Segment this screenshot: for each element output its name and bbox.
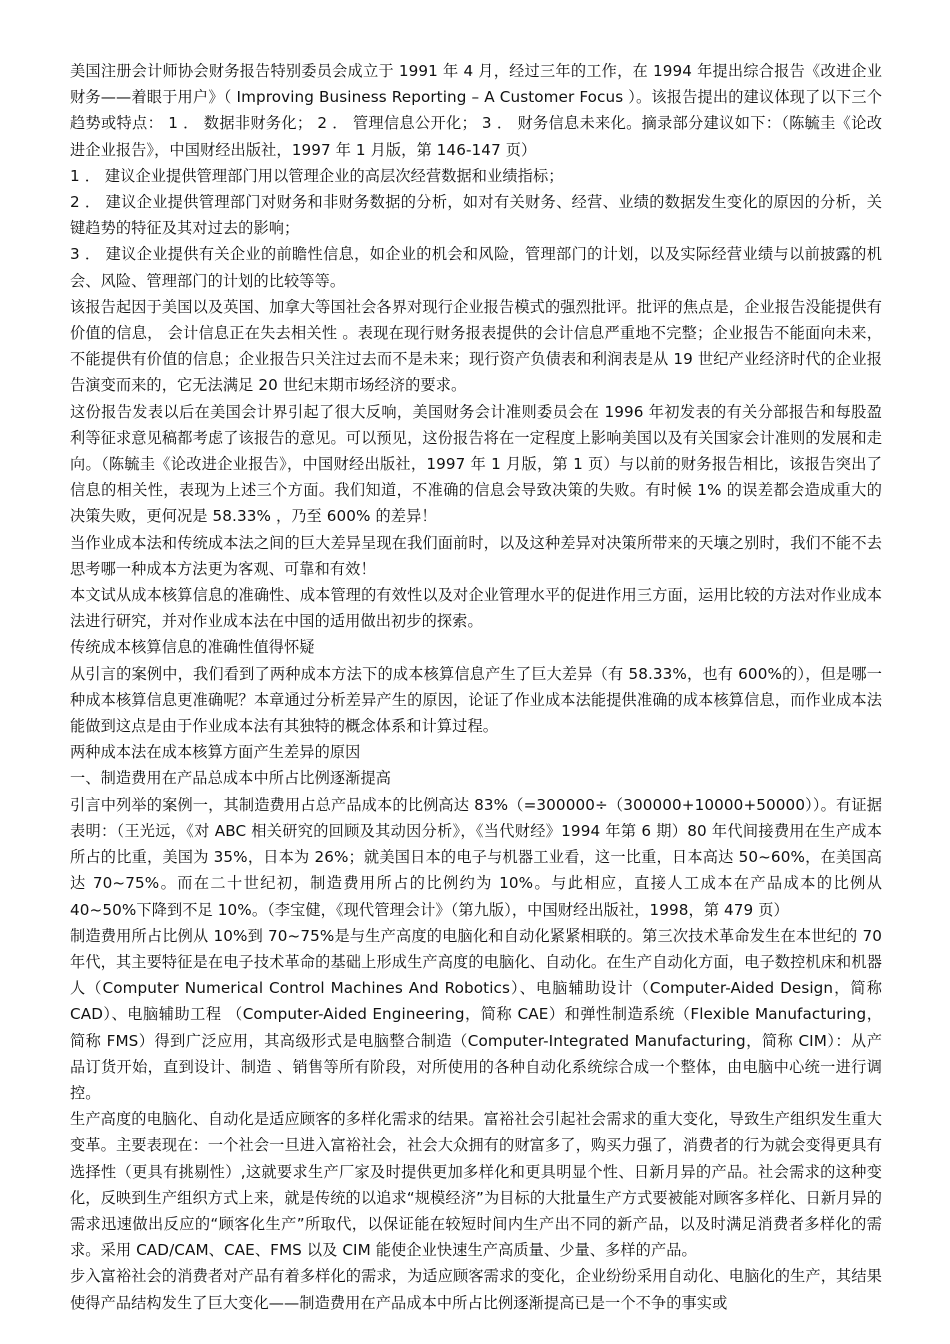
recommendation-item-2: 2 ． 建议企业提供管理部门对财务和非财务数据的分析，如对有关财务、经营、业绩的数据发生变化的原因的分析，关键趋势的特征及其对过去的影响； — [70, 193, 882, 238]
overhead-ratio-paragraph: 引言中列举的案例一，其制造费用占总产品成本的比例高达 83%（=300000÷（300000+10000+50000））。有证据表明：（王光远，《对 ABC 相关研究的回顾及其动因分析》，《当代财经》1994 年第 6 期）80 年代间接费用在生产成本所占的比重，美国为 35%，日本为 26%；就美国日本的电子与机器工业看，这一比重，日本高达 50~60%，在美国高达 70~75%。而在二十世纪初，制造费用所占的比例约为 10%。与此相应，直接人工成本在产品成本的比例从 40~50%下降到不足 10%。（李宝健，《现代管理会计》（第九版），中国财经出版社，1998，第 479 页） — [70, 795, 882, 919]
product-structure-paragraph: 步入富裕社会的消费者对产品有着多样化的需求，为适应顾客需求的变化，企业纷纷采用自动化、电脑化的生产，其结果使得产品结构发生了巨大变化——制造费用在产品成本中所占比例逐渐提高已是一个不争的事实或 — [70, 1267, 882, 1312]
accuracy-intro-paragraph: 从引言的案例中，我们看到了两种成本方法下的成本核算信息产生了巨大差异（有 58.33%，也有 600%的），但是哪一种成本核算信息更准确呢？本章通过分析差异产生的原因，论证了作业成本法能提供准确的成本核算信息，而作业成本法能做到这点是由于作业成本法有其独特的概念体系和计算过程。 — [70, 664, 882, 736]
recommendation-item-1: 1 ． 建议企业提供管理部门用以管理企业的高层次经营数据和业绩指标； — [70, 166, 564, 185]
section-heading-accuracy: 传统成本核算信息的准确性值得怀疑 — [70, 638, 315, 657]
recommendation-item-3: 3 ． 建议企业提供有关企业的前瞻性信息，如企业的机会和风险，管理部门的计划，以及实际经营业绩与以前披露的机会、风险、管理部门的计划的比较等等。 — [70, 245, 882, 290]
intro-paragraph: 美国注册会计师协会财务报告特别委员会成立于 1991 年 4 月，经过三年的工作，在 1994 年提出综合报告《改进企业财务——着眼于用户》（ Improving Business Reporting – A Customer Focus ）。该报告提出的建议体现了以下三个趋势或特点： 1 ． 数据非财务化； 2 ． 管理信息公开化； 3 ． 财务信息未来化。摘录部分建议如下：（陈毓圭《论改进企业报告》，中国财经出版社，1997 年 1 月版，第 146-147 页） — [70, 62, 882, 159]
automation-paragraph: 制造费用所占比例从 10%到 70~75%是与生产高度的电脑化和自动化紧紧相联的。第三次技术革命发生在本世纪的 70 年代，其主要特征是在电子技术革命的基础上形成生产高度的电脑化、自动化。在生产自动化方面，电子数控机床和机器人（Computer Numerical Control Machines And Robotics）、电脑辅助设计（Computer-Aided Design，简称 CAD）、电脑辅助工程 （Computer-Aided Engineering，简称 CAE）和弹性制造系统（Flexible Manufacturing，简称 FMS）得到广泛应用，其高级形式是电脑整合制造（Computer-Integrated Manufacturing，简称 CIM）：从产品订货开始，直到设计、制造 、销售等所有阶段，对所使用的各种自动化系统综合成一个整体，由电脑中心统一进行调控。 — [70, 926, 882, 1102]
subsection-heading-overhead: 一、制造费用在产品总成本中所占比例逐渐提高 — [70, 769, 392, 788]
research-scope-paragraph: 本文试从成本核算信息的准确性、成本管理的有效性以及对企业管理水平的促进作用三方面，运用比较的方法对作业成本法进行研究，并对作业成本法在中国的适用做出初步的探索。 — [70, 586, 882, 631]
section-heading-differences: 两种成本法在成本核算方面产生差异的原因 — [70, 743, 361, 762]
report-impact-paragraph: 这份报告发表以后在美国会计界引起了很大反响，美国财务会计准则委员会在 1996 年初发表的有关分部报告和每股盈利等征求意见稿都考虑了该报告的意见。可以预见，这份报告将在一定程度上影响美国以及有关国家会计准则的发展和走向。（陈毓圭《论改进企业报告》，中国财经出版社，1997 年 1 月版，第 1 页）与以前的财务报告相比，该报告突出了信息的相关性，表现为上述三个方面。我们知道，不准确的信息会导致决策的失败。有时候 1% 的误差都会造成重大的决策失败，更何况是 58.33% ，乃至 600% 的差异！ — [70, 402, 882, 526]
report-criticism-paragraph: 该报告起因于美国以及英国、加拿大等国社会各界对现行企业报告模式的强烈批评。批评的焦点是，企业报告没能提供有价值的信息， 会计信息正在失去相关性 。表现在现行财务报表提供的会计信息严重地不完整；企业报告不能面向未来，不能提供有价值的信息；企业报告只关注过去而不是未来；现行资产负债表和利润表是从 19 世纪产业经济时代的企业报告演变而来的，它无法满足 20 世纪末期市场经济的要求。 — [70, 297, 882, 395]
customer-demand-paragraph: 生产高度的电脑化、自动化是适应顾客的多样化需求的结果。富裕社会引起社会需求的重大变化，导致生产组织发生重大变革。主要表现在：一个社会一旦进入富裕社会，社会大众拥有的财富多了，购买力强了，消费者的行为就会变得更具有选择性（更具有挑剔性）,这就要求生产厂家及时提供更加多样化和更具明显个性、日新月异的产品。社会需求的这种变化，反映到生产组织方式上来，就是传统的以追求“规模经济”为目标的大批量生产方式要被能对顾客多样化、日新月异的需求迅速做出反应的“顾客化生产”所取代，以保证能在较短时间内生产出不同的新产品，以及时满足消费者多样化的需求。采用 CAD/CAM、CAE、FMS 以及 CIM 能使企业快速生产高质量、少量、多样的产品。 — [70, 1110, 882, 1260]
cost-method-question-paragraph: 当作业成本法和传统成本法之间的巨大差异呈现在我们面前时，以及这种差异对决策所带来的天壤之别时，我们不能不去思考哪一种成本方法更为客观、可靠和有效！ — [70, 533, 882, 578]
